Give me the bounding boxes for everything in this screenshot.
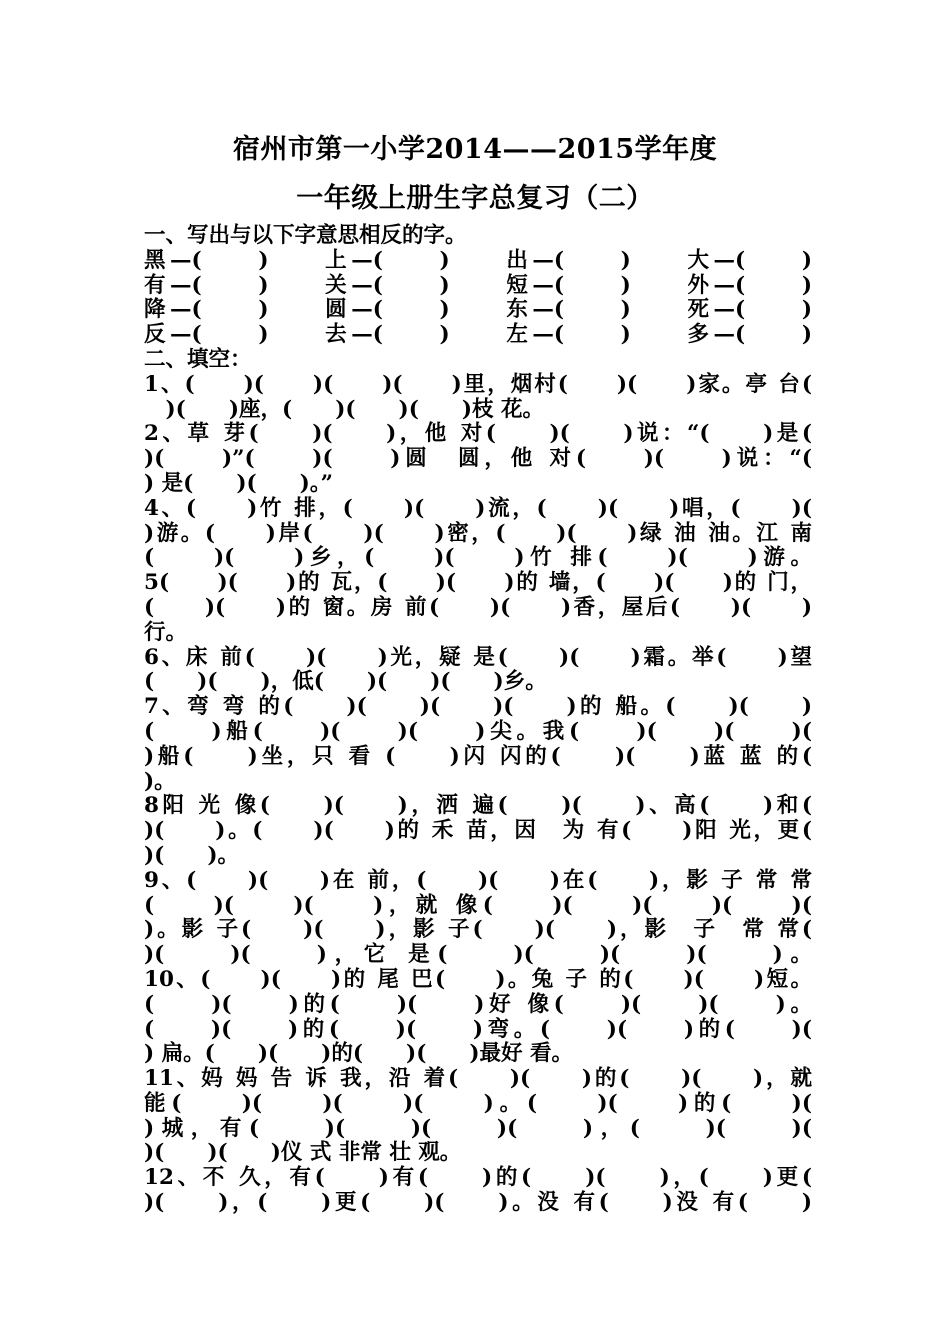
title-line-1: 宿州市第一小学2014——2015学年度 (232, 134, 718, 165)
antonym-row: 反—( ) 去—( ) 左—( ) 多—( ) (144, 322, 812, 348)
fill-line: )游。( )岸( )( )密，( )( )绿 油 油。江 南 (144, 520, 812, 546)
fill-line: 4、( )竹 排，( )( )流，( )( )唱，( )( (144, 495, 812, 521)
fill-line: ( )( )，低( )( )( )乡。 (144, 669, 547, 695)
fill-line: )( )( )仪 式 非常 壮 观。 (144, 1140, 462, 1166)
fill-line: )( )座，( )( )( )枝 花。 (144, 396, 545, 422)
fill-line: ( )( )( )，就 像( )( )( )( )( (144, 892, 812, 918)
fill-line: )。影 子( )( )，影 子( )( )，影 子 常 常( (144, 917, 812, 943)
antonym-row: 降—( ) 圆—( ) 东—( ) 死—( ) (144, 297, 812, 323)
fill-line: 能( )( )( )( )。( )( )的( )( (144, 1090, 812, 1116)
fill-line: 9、( )( )在 前，( )( )在( )，影 子 常 常 (144, 867, 812, 893)
fill-line: 1、( )( )( )( )里，烟村( )( )家。亭 台( (144, 371, 812, 397)
fill-line: ( )( )乡，( )( )竹 排( )( )游。 (144, 545, 812, 571)
fill-line: 10、( )( )的 尾 巴( )。兔 子 的( )( )短。 (144, 966, 812, 992)
fill-line: 7、弯 弯 的( )( )( )( )的 船。( )( ) (144, 694, 812, 720)
fill-line: ) 是( )( )。” (144, 470, 333, 496)
fill-line: )城，有( )( )( )( )，( )( )( (144, 1115, 812, 1141)
section1-heading: 一、写出与以下字意思相反的字。 (144, 223, 467, 248)
fill-line: 行。 (144, 619, 188, 645)
fill-line: 8阳 光 像( )( )，洒 遍( )( )、高( )和( (144, 793, 812, 819)
fill-line: ( )( )的( )( )好 像( )( )( )。 (144, 991, 812, 1017)
worksheet-body (144, 224, 812, 1216)
fill-line: )( )( )，它 是( )( )( )( )。 (144, 942, 812, 968)
antonym-row: 有—( ) 关—( ) 短—( ) 外—( ) (144, 272, 812, 298)
fill-line: ( )( )的 窗。房 前( )( )香，屋后( )( ) (144, 594, 812, 620)
fill-line: 2、草 芽( )( )，他 对( )( )说：“( )是( (144, 421, 812, 447)
fill-line: 11、妈 妈 告 诉 我，沿 着( )( )的( )( )，就 (144, 1066, 812, 1092)
fill-line: 6、床 前( )( )光，疑 是( )( )霜。举( )望 (144, 644, 812, 670)
fill-line: )( )。( )( )的 禾 苗，因 为 有( )阳 光，更( (144, 818, 812, 844)
fill-line: )船( )坐，只 看 ( )闪 闪的( )( )蓝 蓝 的( (144, 743, 812, 769)
fill-line: )。 (144, 768, 176, 794)
fill-line: ( )船( )( )( )尖。我( )( )( )( (144, 718, 812, 744)
fill-line: ) 扁。( )( )的( )( )最好 看。 (144, 1041, 574, 1067)
title-line-2: 一年级上册生字总复习（二） (296, 183, 654, 214)
fill-line: ( )( )的( )( )弯。( )( )的( )( (144, 1016, 812, 1042)
fill-line: )( )”( )( )圆 圆，他 对( )( )说：“( (144, 446, 812, 472)
fill-line: )( )。 (144, 842, 240, 868)
section2-heading: 二、填空： (144, 346, 252, 372)
fill-line: 12、不 久，有( )有( )的( )( )，( )更( (144, 1165, 812, 1191)
antonym-row: 黑—( ) 上—( ) 出—( ) 大—( ) (144, 247, 812, 273)
fill-line: 5( )( )的 瓦，( )( )的 墙，( )( )的 门， (144, 570, 812, 596)
fill-line: )( )，( )更( )( )。没 有( )没 有( ) (144, 1190, 812, 1216)
